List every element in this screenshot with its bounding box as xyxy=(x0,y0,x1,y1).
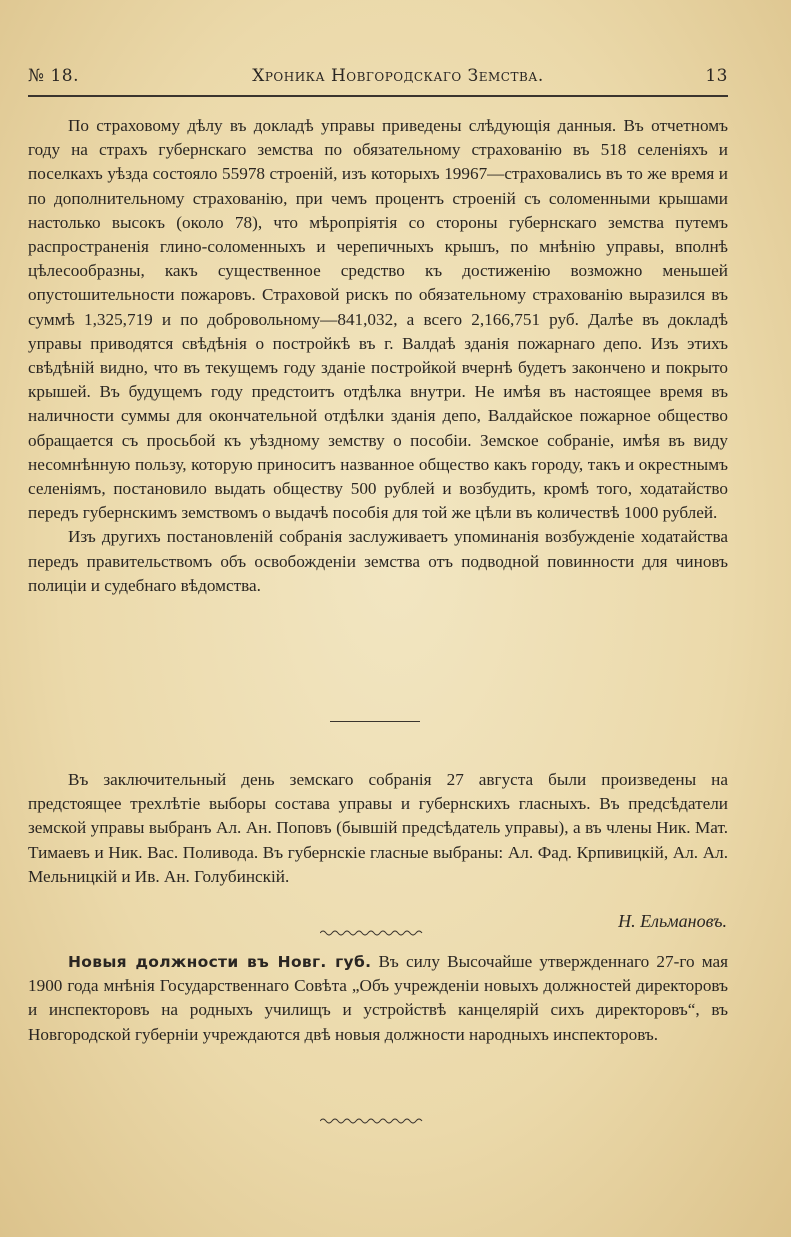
section-divider xyxy=(330,721,420,722)
ornament-squiggle xyxy=(320,928,425,938)
running-header xyxy=(28,66,728,96)
new-positions-text: Въ силу Высочайше утвержденнаго 27-го мая 1900 года мнѣнія Государственнаго Совѣта „Объ учрежденіи новыхъ должностей директоровъ и инспекторовъ на родныхъ училищъ и устройствѣ канцелярій сихъ директоровъ“, въ Новгородской губерніи учреждаются двѣ новыя должности народныхъ инспекторовъ. xyxy=(28,952,728,1044)
page-number: 13 xyxy=(705,66,728,86)
ornament-squiggle xyxy=(320,1116,425,1126)
new-positions-paragraph xyxy=(28,950,728,1047)
elections-paragraph: Въ заключительный день земскаго собранія 27 августа были произведены на предстоящее трехлѣтіе выборы состава управы и губернскихъ гласныхъ. Въ предсѣдатели земской управы выбранъ Ал. Ан. Поповъ (бывшій предсѣдатель управы), а въ члены Ник. Мат. Тимаевъ и Ник. Вас. Поливода. Въ губернскіе гласные выбраны: Ал. Фад. Крпивицкій, Ал. Ал. Мельницкій и Ив. Ан. Голубинскій. xyxy=(28,770,728,886)
petition-paragraph: Изъ другихъ постановленій собранія заслуживаетъ упоминанія возбужденіе ходатайства передъ правительствомъ объ освобожденіи земства отъ подводной повинности для чиновъ полиціи и судебнаго вѣдомства. xyxy=(28,527,728,595)
run-in-heading: Новыя должности въ Новг. губ. xyxy=(68,953,372,971)
elections-section xyxy=(28,768,728,889)
author-signature: Н. Ельмановъ. xyxy=(618,911,727,931)
insurance-section xyxy=(28,114,728,598)
issue-number: № 18. xyxy=(28,66,80,86)
journal-title: Хроника Новгородскаго Земства. xyxy=(252,66,544,86)
new-positions-section xyxy=(28,950,728,1047)
header-rule xyxy=(28,95,728,97)
insurance-paragraph: По страховому дѣлу въ докладѣ управы приведены слѣдующія данныя. Въ отчетномъ году на страхъ губернскаго земства по обязательному страхованію въ 518 селеніяхъ и поселкахъ уѣзда состояло 55978 строеній, изъ которыхъ 19967—страховались въ то же время и по дополнительному страхованію, при чемъ процентъ строеній съ соломенными крышами настолько высокъ (около 78), что мѣропріятія со стороны губернскаго земства путемъ распространенія глино-соломенныхъ и черепичныхъ крышъ, по мнѣнію управы, вполнѣ цѣлесообразны, какъ существенное средство къ достиженію возможно меньшей опустошительности пожаровъ. Страховой рискъ по обязательному страхованію выразился въ суммѣ 1,325,719 и по добровольному—841,032, а всего 2,166,751 руб. Далѣе въ докладѣ управы приводятся свѣдѣнія о постройкѣ въ г. Валдаѣ зданія пожарнаго депо. Изъ этихъ свѣдѣній видно, что въ текущемъ году зданіе постройкой вчернѣ будетъ закончено и покрыто крышей. Въ будущемъ году предстоитъ отдѣлка внутри. Не имѣя въ настоящее время въ наличности суммы для окончательной отдѣлки зданія депо, Валдайское пожарное общество обращается съ просьбой къ уѣздному земству о пособіи. Земское собраніе, имѣя въ виду несомнѣнную пользу, которую приноситъ названное общество какъ городу, такъ и окрестнымъ селеніямъ, постановило выдать обществу 500 рублей и возбудить, кромѣ того, ходатайство передъ губернскимъ земствомъ о выдачѣ пособія для той же цѣли въ количествѣ 1000 рублей. xyxy=(28,116,728,523)
